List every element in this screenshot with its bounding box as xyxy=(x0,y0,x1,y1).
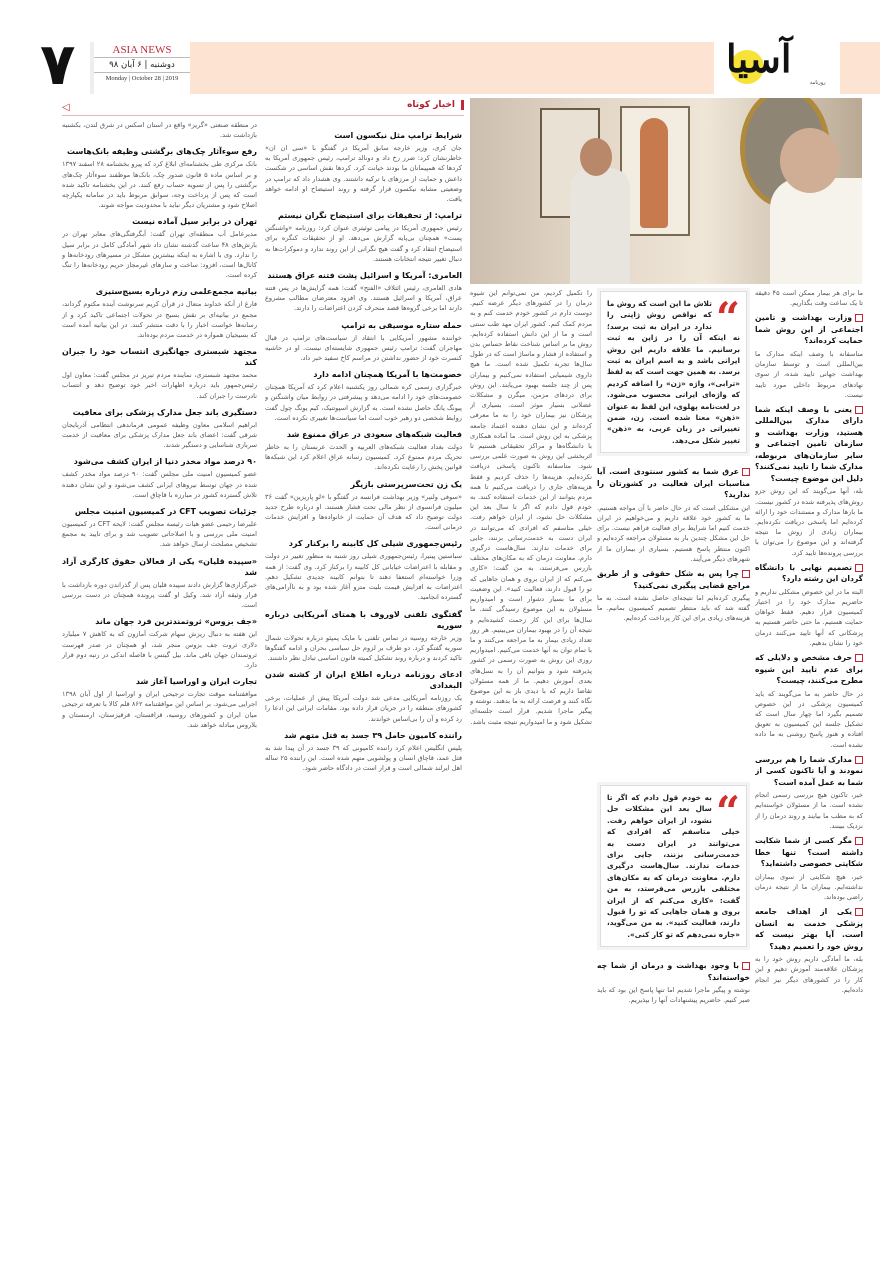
interview-question xyxy=(597,960,750,983)
question-square-icon xyxy=(855,654,863,662)
body-paragraph: ابراهیم اسلامی معاون وظیفه عمومی فرماندهی انتظامی آذربایجان شرقی گفت: اعضای باند جعل مدارک پزشکی برای معافیت از خدمت سربازی شناسایی و دستگیر شدند. xyxy=(62,420,257,450)
body-paragraph: بله، آنها می‌گویند که این روش جزو روش‌های پذیرفته شده در کشور نیست. ما بارها مدارک و مستندات خود را ارائه کرده‌ایم اما پاسخی دریافت نکرده‌ایم. بیماران زیادی از روش ما نتیجه گرفته‌اند و این موضوع را می‌توان با بررسی پرونده‌ها تایید کرد. xyxy=(755,487,863,557)
body-paragraph: سباستین پینیرا، رئیس‌جمهوری شیلی روز شنبه به منظور تغییر در دولت و مقابله با اعتراضات خیابانی کل کابینه را برکنار کرد. وی گفت: از همه وزرا خواسته‌ام استعفا دهند تا بتوانم کابینه جدیدی تشکیل دهم. اعتراضات به افزایش قیمت بلیت مترو آغاز شده بود و به ناآرامی‌های گسترده انجامید. xyxy=(265,552,462,602)
body-paragraph: فارغ از آنکه خداوند متعال در قرآن کریم سرنوشت آینده مکتوم گرداند، مجمع در بیانیه‌ای بر نقش بسیج در تحولات اجتماعی تاکید کرد و از رسانه‌ها خواست اخبار را با دقت منتشر کنند. در این بیانیه آمده است که بسیجیان همواره در خدمت مردم بوده‌اند. xyxy=(62,300,257,340)
interview-column-left xyxy=(470,288,592,1268)
body-paragraph: جان کری، وزیر خارجه سابق آمریکا در گفتگو با «سی ان ان» خاطرنشان کرد: ضرر رخ داد و دونالد ترامپ، رئیس جمهوری آمریکا به کردها که همپیمانان ما بودند خیانت کرد. کردها نقش اساسی در شکست داعش و حمایت از مرزهای با ترکیه داشتند. وی هشدار داد که ترامپ در وضعیتی مشابه نیکسون قرار گرفته و روند استیضاح او ادامه خواهد یافت. xyxy=(265,144,462,204)
body-paragraph: ما برای هر بیمار ممکن است ۴۵ دقیقه تا یک ساعت وقت بگذاریم. xyxy=(755,289,863,308)
news-headline: ادعای روزنامه درباره اطلاع ایران از کشته شدن البغدادی xyxy=(265,670,462,691)
body-paragraph: یک روزنامه آمریکایی مدعی شد دولت آمریکا پیش از عملیات، برخی کشورهای منطقه را در جریان قرار داده بود. مقامات ایرانی این ادعا را رد کرده و آن را بی‌اساس خواندند. xyxy=(265,694,462,723)
interview-middle-stack xyxy=(597,288,750,1270)
body-paragraph: پیگیری کرده‌ایم اما نتیجه‌ای حاصل نشده است. به ما گفته شد که باید منتظر تصمیم کمیسیون بمانیم. ما هزینه‌های زیادی برای این کار پرداخت کرده‌ایم. xyxy=(597,594,750,623)
interview-question xyxy=(755,652,863,687)
question-text: تصمیم نهایی با دانشگاه گردان این رشته دارد؟ xyxy=(755,562,863,584)
news-headline: مجتهد شبستری جهانگیری انتساب خود را جبران کند xyxy=(62,347,257,368)
person-left-head xyxy=(580,138,612,176)
news-column-right xyxy=(265,124,462,1270)
anatomy-figure xyxy=(640,118,668,228)
body-paragraph: در حال حاضر به ما می‌گویند که باید کمیسیون پزشکی در این خصوص تصمیم بگیرد اما چهار سال است که تشکیل جلسه این کمیسیون به تعویق افتاده و هنوز پاسخ روشنی به ما داده نشده است. xyxy=(755,689,863,749)
interview-question xyxy=(755,562,863,585)
body-paragraph: خبرگزاری‌ها گزارش دادند سپیده قلیان پس از گذراندن دوره بازداشت با قرار وثیقه آزاد شد. وکیل او گفت پرونده همچنان در دست بررسی است. xyxy=(62,580,257,610)
interview-column-right xyxy=(755,288,863,1268)
news-headline: شرایط ترامپ مثل نیکسون است xyxy=(334,131,462,140)
news-headline: بیانیه مجمع‌علمی رزم درباره بسیج‌ستیزی xyxy=(95,287,257,297)
paper-name-en: ASIA NEWS xyxy=(94,44,190,58)
question-square-icon xyxy=(855,908,863,916)
news-headline: یک زن تحت‌سرپرستی بازیگر xyxy=(350,479,462,489)
body-paragraph: خبرگزاری رسمی کره شمالی روز یکشنبه اعلام کرد که آمریکا همچنان خصومت‌های خود را ادامه می‌دهد و پیشرفتی در روابط میان واشنگتن و پیونگ یانگ حاصل نشده است. به گزارش اسپوتنیک، کیم یونگ چول گفت روابط شخصی دو رهبر خوب است اما سیاست‌ها تغییری نکرده است. xyxy=(265,383,462,422)
body-paragraph: البته ما در این خصوص مشکلی نداریم و حاضریم مدارک خود را در اختیار کمیسیون قرار دهیم. فقط خواهان حمایت هستیم. ما حتی حاضر هستیم به پزشکانی که آنها تایید می‌کنند درمان خود را نشان بدهیم. xyxy=(755,587,863,647)
interview-question xyxy=(755,835,863,870)
interview-question xyxy=(755,906,863,952)
page-number: ۷ xyxy=(40,30,76,98)
body-paragraph: متاسفانه با وصف اینکه مدارک ما بین‌المللی است و توسط سازمان بهداشت جهانی تایید شده، از سوی نهادهای مربوط داخلی مورد تایید نیست. xyxy=(755,349,863,399)
pull-quote xyxy=(600,291,747,453)
question-square-icon xyxy=(742,962,750,970)
question-text: یکی از اهداف جامعه پزشکی خدمت به انسان است. آیا بهتر نیست که روش خود را تعمیم دهید؟ xyxy=(755,907,863,951)
body-paragraph: عضو کمیسیون امنیت ملی مجلس گفت: ۹۰ درصد مواد مخدر کشف شده در جهان توسط نیروهای ایرانی کشف می‌شود و این نشان دهنده تلاش گسترده کشور در مبارزه با قاچاق است. xyxy=(62,470,257,499)
body-paragraph: را تکمیل کردیم، من نمی‌توانم این شیوه درمان را در کشورهای دیگر عرضه کنیم. دوست دارم در کشور خودم خدمت کنم و به مردم کمک کنم. کشور ایران مهد طب سنتی است و ما از این دانش استفاده کرده‌ایم. روش ما بر اساس شناخت نقاط حساس بدن و استفاده از فشار و ماساژ است که در طول سال‌ها تجربه تکمیل شده است. ما هیچ داروی شیمیایی استفاده نمی‌کنیم و بیماران پس از چند جلسه بهبود می‌یابند. این روش برای دردهای مزمن، میگرن و مشکلات عضلانی بسیار موثر است. بسیاری از پزشکان نیز بیماران خود را به ما معرفی کرده‌اند و این نشان دهنده اعتماد جامعه پزشکی به این روش است. ما آماده همکاری با دانشگاه‌ها و مراکز تحقیقاتی هستیم تا اثربخشی این روش به صورت علمی بررسی شود. متاسفانه تاکنون پاسخی دریافت نکرده‌ایم. هزینه‌ها را حذف کردیم و فقط هزینه‌های جاری را دریافت می‌کنیم تا همه مردم بتوانند از این خدمات استفاده کنند. به خودم قول دادم که اگر تا سال بعد این مشکلات حل نشود، از ایران خواهم رفت. خیلی متاسفم که افرادی که می‌توانند در ایران دست به خدمت‌رسانی بزنند، جایی برای خدمات ندارند. سال‌هاست درگیری دارم. معاونت درمان که به مکان‌های مختلف بازرس می‌فرستد، به من گفت: «کاری می‌کنم که از ایران بروی و همان جاهایی که تو را قبول دارند، فعالیت کنید». این وضعیت برای ما بسیار دشوار است و امیدواریم مسئولان به این موضوع رسیدگی کنند. ما سال‌ها برای این کار زحمت کشیده‌ایم و نتیجه آن را در بهبود بیماران می‌بینیم. هر روز تعداد زیادی بیمار به ما مراجعه می‌کنند و ما با تمام توان به آنها خدمت می‌کنیم. امیدواریم روزی این روش به صورت رسمی در کشور پذیرفته شود و بتوانیم آن را به نسل‌های بعدی آموزش دهیم. ما از همه مسئولان تقاضا داریم که با دیدی باز به این موضوع نگاه کنند و فرصت ارائه به ما بدهند. نوشته و پیگیر ماجرا شدیم. قرار است جلسه‌ای تشکیل شود و ما امیدواریم نتیجه مثبت باشد. xyxy=(470,289,592,726)
quote-mark-icon: “ xyxy=(715,293,740,342)
header-band xyxy=(190,42,714,94)
question-text: یعنی با وصف اینکه شما دارای مدارک بین‌المللی هستید، وزارت بهداشت و سازمان تامین اجتماعی و سایر سازمان‌های مربوطه، مدارک شما را تایید نمی‌کنند؟ دلیل این موضوع چیست؟ xyxy=(755,404,863,483)
question-text: چرا پس به شکل حقوقی و از طریق مراجع قضایی پیگیری نمی‌کنید؟ xyxy=(597,569,750,590)
body-paragraph: علیرضا رحیمی عضو هیات رئیسه مجلس گفت: لایحه CFT در کمیسیون امنیت ملی بررسی و با اصلاحاتی تصویب شد و برای تایید به مجمع تشخیص مصلحت ارسال خواهد شد. xyxy=(62,520,257,549)
question-text: با وجود بهداشت و درمان از شما چه خواسته‌اند؟ xyxy=(597,961,750,982)
interview-question xyxy=(755,754,863,789)
question-square-icon xyxy=(742,468,750,476)
logo-subtitle: روزنامه xyxy=(810,80,826,86)
news-headline: رفع سوءآثار چک‌های برگشتی وظیفه بانک‌هاست xyxy=(66,147,257,157)
quote-mark-icon: “ xyxy=(715,787,740,836)
date-fa: دوشنبه | ۶ آبان ۹۸ xyxy=(94,58,190,73)
pull-quote xyxy=(600,785,747,947)
question-text: عرق شما به کشور سنتودی است. آیا مناسبات ایران فعالیت در کشورتان را ندارید؟ xyxy=(597,467,750,500)
body-paragraph: موافقتنامه موقت تجارت ترجیحی ایران و اوراسیا از اول آبان ۱۳۹۸ اجرایی می‌شود. بر اساس این موافقتنامه ۸۶۲ قلم کالا با تعرفه ترجیحی میان ایران و کشورهای روسیه، قزاقستان، قرقیزستان، ارمنستان و بلاروس مبادله خواهد شد. xyxy=(62,690,257,729)
body-paragraph: این مشکلی است که در حال حاضر با آن مواجه هستیم. ما به کشور خود علاقه داریم و می‌خواهیم در ایران خدمت کنیم اما شرایط برای فعالیت فراهم نیست. برای حل این مشکل چندین بار به مسئولان مراجعه کرده‌ایم و اکنون منتظر پاسخ هستیم. بسیاری از بیماران ما از شهرهای دیگر می‌آیند. xyxy=(597,503,750,563)
date-en: Monday | October 28 | 2019 xyxy=(105,75,179,82)
news-headline: «سپیده قلیان» یکی از فعالان حقوق کارگری آزاد شد xyxy=(62,556,257,577)
question-square-icon xyxy=(855,837,863,845)
body-paragraph: هادی العامری، رئیس ائتلاف «الفتح» گفت: همه گرایش‌ها در پس فتنه عراق، آمریکا و اسرائیل هستند. وی افزود معترضان مطالب مشروع دارند اما برخی گروه‌ها قصد منحرف کردن اعتراضات را دارند. xyxy=(265,284,462,313)
news-headline: حمله ستاره موسیقی به ترامپ xyxy=(341,320,462,330)
news-headline: خصومت‌ها با آمریکا همچنان ادامه دارد xyxy=(313,370,462,380)
section-header xyxy=(62,100,464,116)
body-paragraph: رئیس جمهوری آمریکا در پیامی توئیتری عنوان کرد: روزنامه «واشنگتن پست» همچنان بی‌پایه گزارش می‌دهد. او از تحقیقات کنگره برای استیضاح انتقاد کرد و گفت هیچ نگرانی از این روند ندارد و دموکرات‌ها به دنبال تغییر نتیجه انتخابات هستند. xyxy=(265,224,462,263)
question-square-icon xyxy=(742,570,750,578)
question-square-icon xyxy=(855,756,863,764)
interview-column-mid xyxy=(597,462,750,776)
body-paragraph: دولت بغداد فعالیت شبکه‌های العربیه و الحدث عربستان را به خاطر تحریک مردم ممنوع کرد. کمیسیون رسانه عراق اعلام کرد این شبکه‌ها قوانین پخش را رعایت نکرده‌اند. xyxy=(265,443,462,472)
interview-photo xyxy=(470,98,862,284)
question-text: مگر کسی از شما شکایت داشته است؟ تنها خطا شکایتی خصوصی داشته‌اید؟ xyxy=(755,836,863,869)
pull-quote-text: به خودم قول دادم که اگر تا سال بعد این مشکلات حل نشود، از ایران خواهم رفت. خیلی متاسفم که افرادی که می‌توانند در ایران دست به خدمت‌رسانی بزنند، جایی برای خدمات ندارند. سال‌هاست درگیری دارم. معاونت درمان که به مکان‌های مختلفی بازرس می‌فرستد، به من گفت: «کاری می‌کنم که از ایران بروی و همان جاهایی که تو را قبول دارند، فعالیت کنید». به من می‌گوید، «جاره نمی‌دهم که تو کار کنی». xyxy=(607,793,740,939)
news-headline: العامری: آمریکا و اسرائیل پشت فتنه عراق هستند xyxy=(267,271,462,281)
person-right xyxy=(770,178,862,284)
news-headline: تهران در برابر سیل آماده نیست xyxy=(132,217,257,227)
body-paragraph: خیر، تاکنون هیچ بررسی رسمی انجام نشده است. ما از مسئولان خواسته‌ایم که به مطب ما بیایند و روند درمان را از نزدیک ببینند. xyxy=(755,791,863,830)
news-headline: ۹۰ درصد مواد مخدر دنیا از ایران کشف می‌شود xyxy=(73,457,257,467)
body-paragraph: در منطقه صنعتی «گریز» واقع در استان اسکس در شرق لندن، بکشنبه بازداشت شد. xyxy=(62,121,257,140)
body-paragraph: بله، ما آمادگی داریم روش خود را به پزشکان علاقه‌مند آموزش دهیم و این کار را در کشورهای دیگر نیز انجام داده‌ایم. xyxy=(755,955,863,994)
pull-quote-text: تلاش ما این است که روش ما که نواقص روش ژاپنی را ندارد در ایران به ثبت برسد؛ نه اینکه آن را در ژاپن به ثبت برسانیم. ما علاقه داریم این روش ایرانی باشد و به اسم ایران به ثبت برسد. به همین جهت است که به لفظ «ترابی»، واژه «ژن» را اضافه کردیم که واژه‌ای ایرانی محسوب می‌شود. در لغت‌نامه پهلوی، این لفظ به عنوان «ذهن» معنا شده است. زن، ضمن تغییراتی در زبان عربی، به «ذهن» تغییر شکل می‌دهد. xyxy=(607,299,740,445)
body-paragraph: پلیس انگلیس اعلام کرد راننده کامیونی که ۳۹ جسد در آن پیدا شد به قتل عمد، قاچاق انسان و پولشویی متهم شده است. این راننده ۲۵ ساله اهل ایرلند شمالی است و قرار است در دادگاه حاضر شود. xyxy=(265,743,462,773)
body-paragraph: خواننده مشهور آمریکایی با انتقاد از سیاست‌های ترامپ در قبال مهاجران گفت: ترامپ رئیس جمهوری شایسته‌ای نیست. او در حاشیه کنسرت خود از حضور نداشتن در مراسم کاخ سفید خبر داد. xyxy=(265,333,462,363)
news-headline: فعالیت شبکه‌های سعودی در عراق ممنوع شد xyxy=(286,430,462,440)
interview-question xyxy=(755,312,863,347)
logo xyxy=(718,36,826,98)
question-text: حرف مشخص و دلایلی که برای عدم تایید این شیوه مطرح می‌کنند، چیست؟ xyxy=(755,653,863,686)
body-paragraph: نوشته و پیگیر ماجرا شدیم اما تنها پاسخ این بود که باید صبر کنیم. حاضریم پیشنهادات آنها را بپذیریم. xyxy=(597,986,750,1005)
header-band-right xyxy=(840,42,880,94)
logo-text: آسیا xyxy=(726,36,792,81)
news-column-left xyxy=(62,120,257,1270)
interview-question xyxy=(597,466,750,501)
interview-column-mid-bottom xyxy=(597,956,750,1270)
body-paragraph: این هفته به دنبال ریزش سهام شرکت آمازون که به کاهش ۷ میلیارد دلاری ثروت جف بزوس منجر شد، او همچنان در صدر فهرست ثروتمندان جهان باقی ماند. بیل گیتس با فاصله اندکی در رتبه دوم قرار دارد. xyxy=(62,630,257,669)
interview-question xyxy=(755,404,863,485)
interview-question xyxy=(597,568,750,591)
question-square-icon xyxy=(855,564,863,572)
section-title: اخبار کوتاه xyxy=(407,100,464,110)
person-right-head xyxy=(780,128,840,193)
person-left xyxy=(570,168,630,284)
question-text: وزارت بهداشت و تامین اجتماعی از این روش شما حمایت کرده‌اند؟ xyxy=(755,313,863,346)
date-box xyxy=(90,42,190,94)
question-square-icon xyxy=(855,406,863,414)
news-headline: رئیس‌جمهوری شیلی کل کابینه را برکنار کرد xyxy=(288,539,462,549)
body-paragraph: «سوفی ولنیر» وزیر بهداشت فرانسه در گفتگو با «لو پاریزین» گفت ۳۶ میلیون فرانسوی از نظر مالی تحت فشار هستند. او درباره طرح جدید دولت توضیح داد که هدف آن حمایت از خانواده‌ها و افزایش خدمات درمانی است. xyxy=(265,492,462,532)
news-headline: تجارت ایران و اوراسیا آغاز شد xyxy=(135,677,257,687)
news-headline: جزئیات تصویب CFT در کمیسیون امنیت مجلس xyxy=(74,507,257,517)
news-headline: ترامپ: از تحقیقات برای استیضاح نگران نیستم xyxy=(278,211,462,221)
question-text: مدارک شما را هم بررسی نمودند و آیا تاکنون کسی از شما به عمل آمده است؟ xyxy=(755,754,863,787)
body-paragraph: وزیر خارجه روسیه در تماس تلفنی با مایک پمپئو درباره تحولات شمال سوریه گفتگو کرد. دو طرف بر لزوم حل سیاسی بحران و ادامه گفتگوها تاکید کردند و درباره روند تشکیل کمیته قانون اساسی تبادل نظر داشتند. xyxy=(265,633,462,662)
news-headline: دستگیری باند جعل مدارک پزشکی برای معافیت xyxy=(72,407,257,417)
body-paragraph: محمد مجتهد شبستری، نماینده مردم تبریز در مجلس گفت: معاون اول رئیس‌جمهور باید درباره اظهارات اخیر خود توضیح دهد و انتساب نادرست را جبران کند. xyxy=(62,371,257,400)
body-paragraph: خیر، هیچ شکایتی از سوی بیماران نداشته‌ایم. بیماران ما از نتیجه درمان راضی بوده‌اند. xyxy=(755,872,863,901)
body-paragraph: مدیرعامل آب منطقه‌ای تهران گفت: آبگرفتگی‌های معابر تهران در بارش‌های ۴۸ ساعت گذشته نشان داد شهر آمادگی کامل در برابر سیل را ندارد. وی با اشاره به اینکه بیشترین مشکل در مسیرهای رودخانه‌ها و کانال‌ها است، افزود: ساخت و سازهای غیرمجاز حریم رودخانه‌ها را تنگ کرده است. xyxy=(62,230,257,280)
news-headline: راننده کامیون حامل ۳۹ جسد به قتل متهم شد xyxy=(284,730,462,740)
question-square-icon xyxy=(855,314,863,322)
news-headline: گفتگوی تلفنی لاوروف با همتای آمریکایی درباره سوریه xyxy=(265,609,462,630)
body-paragraph: بانک مرکزی طی بخشنامه‌ای ابلاغ کرد که پیرو بخشنامه ۲۸ اسفند ۱۳۹۷ و بر اساس ماده ۵ قانون صدور چک، بانک‌ها موظفند سوءآثار چک‌های برگشتی را پس از تسویه حساب رفع کنند. در این بخشنامه تاکید شده است که پس از پرداخت وجه، سوابق مربوط باید در سامانه یکپارچه اصلاح شود و مشتریان دیگر نباید با محدودیت مواجه شوند. xyxy=(62,160,257,210)
arrow-icon[interactable]: ◁ xyxy=(62,102,70,113)
news-headline: «جف بزوس» ثروتمندترین فرد جهان ماند xyxy=(95,617,257,627)
